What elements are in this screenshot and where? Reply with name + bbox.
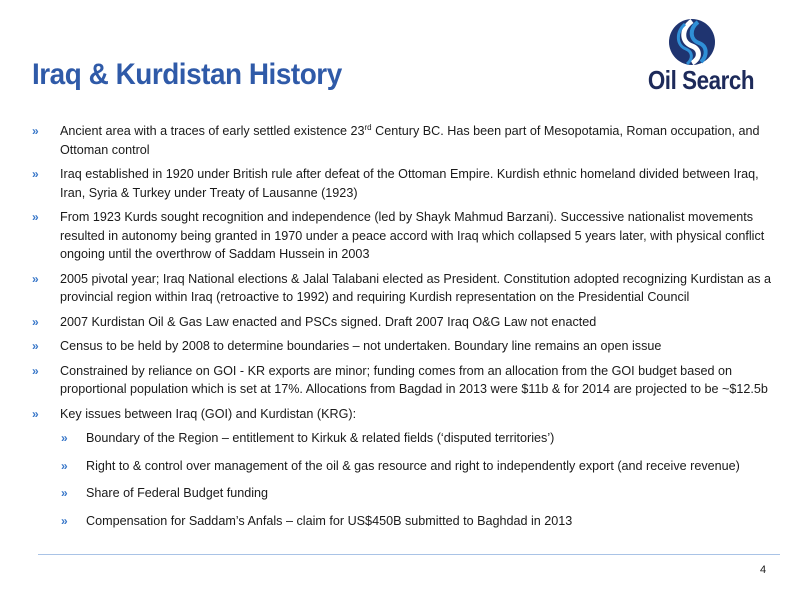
bullet-marker-icon: » <box>32 210 39 224</box>
sub-bullet-text: Compensation for Saddam’s Anfals – claim for US$450B submitted to Baghdad in 2013 <box>86 513 573 528</box>
oil-search-logo <box>626 18 776 100</box>
bullet-item <box>32 405 782 424</box>
bullet-marker-icon: » <box>32 124 39 138</box>
bullet-marker-icon: » <box>61 431 68 445</box>
bullet-item <box>32 337 782 356</box>
ordinal-superscript: rd <box>364 122 372 132</box>
bullet-marker-icon: » <box>61 486 68 500</box>
sub-bullet-item <box>32 512 782 531</box>
footer-divider <box>38 554 780 555</box>
sub-bullet-text: Right to & control over management of the oil & gas resource and right to independently export (and receive revenue) <box>86 458 740 473</box>
sub-bullet-text: Share of Federal Budget funding <box>86 486 269 500</box>
page-number: 4 <box>760 564 767 576</box>
sub-bullet-text: Boundary of the Region – entitlement to Kirkuk & related fields (‘disputed territories’) <box>86 431 555 445</box>
logo-wordmark: Oil Search <box>647 65 755 95</box>
bullet-text: Iraq established in 1920 under British rule after defeat of the Ottoman Empire. Kurdish ethnic homeland divided between Iraq, Iran, Syria & Turkey under Treaty of Lausanne (1923) <box>60 167 759 200</box>
slide-title: Iraq & Kurdistan History <box>32 58 342 91</box>
bullet-text: Key issues between Iraq (GOI) and Kurdistan (KRG): <box>60 406 357 421</box>
bullet-item <box>32 270 782 307</box>
bullet-marker-icon: » <box>32 167 39 181</box>
bullet-text: Constrained by reliance on GOI - KR exports are minor; funding comes from an allocation from the GOI budget based on proportional population which is set at 17%. Allocations from Bagdad in 2013 were $11b & for 2014 are projected to be ~$12.5b <box>60 363 768 396</box>
sub-bullet-item <box>32 484 782 503</box>
bullet-item <box>32 208 782 264</box>
bullet-text: 2005 pivotal year; Iraq National elections & Jalal Talabani elected as President. Constitution adopted recognizing Kurdistan as a provincial region within Iraq (retroactive to 1992) and requiring Kurdish representation on the Presidential Council <box>60 271 772 304</box>
bullet-marker-icon: » <box>32 363 39 378</box>
bullet-list <box>32 122 782 539</box>
bullet-item <box>32 313 782 332</box>
bullet-item <box>32 122 782 159</box>
bullet-text: Century BC. Has been part of Mesopotamia, Roman occupation, and Ottoman control <box>60 124 760 157</box>
oil-search-logo-icon <box>668 18 716 66</box>
sub-bullet-item <box>32 429 782 448</box>
bullet-item <box>32 362 782 399</box>
bullet-marker-icon: » <box>32 314 39 329</box>
bullet-marker-icon: » <box>32 271 39 286</box>
bullet-marker-icon: » <box>32 406 39 421</box>
sub-bullet-item <box>32 457 782 476</box>
bullet-marker-icon: » <box>61 513 68 528</box>
bullet-marker-icon: » <box>32 339 39 353</box>
bullet-text: 2007 Kurdistan Oil & Gas Law enacted and PSCs signed. Draft 2007 Iraq O&G Law not enacted <box>60 314 597 329</box>
bullet-text: From 1923 Kurds sought recognition and independence (led by Shayk Mahmud Barzani). Successive nationalist movements resulted in autonomy being granted in 1970 under a peace accord with Iraq which collapsed 5 years later, with physical conflict ongoing until the overthrow of Saddam Hussein in 2003 <box>60 210 765 261</box>
bullet-marker-icon: » <box>61 458 68 473</box>
bullet-text: Ancient area with a traces of early settled existence 23 <box>60 124 365 138</box>
bullet-text: Census to be held by 2008 to determine boundaries – not undertaken. Boundary line remains an open issue <box>60 339 662 353</box>
bullet-item <box>32 165 782 202</box>
